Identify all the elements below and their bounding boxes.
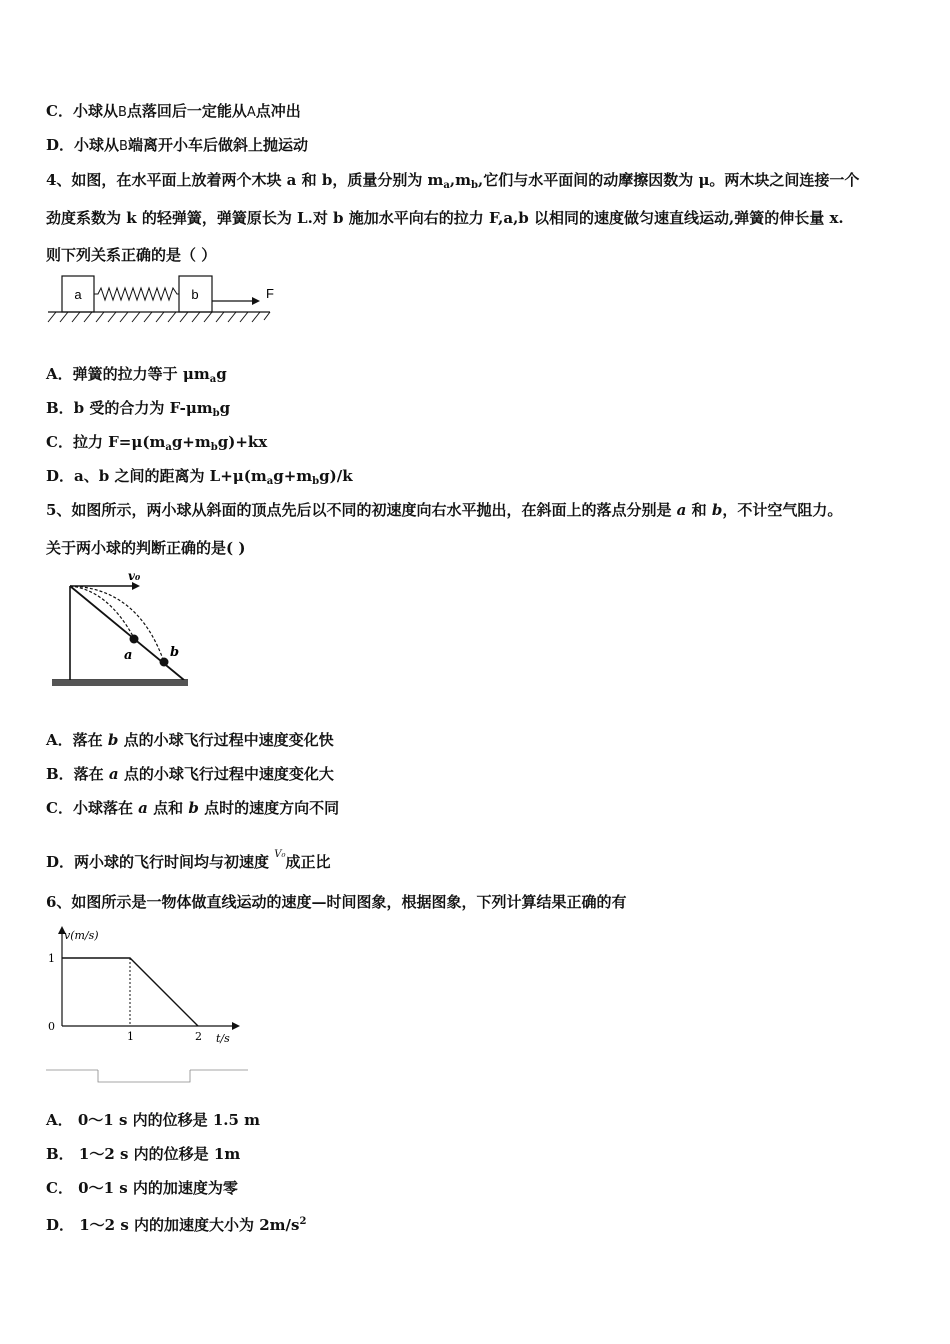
q3-option-c: C．小球从B点落回后一定能从A点冲出 <box>46 102 301 120</box>
block-a-label: a <box>74 287 82 302</box>
q5-option-c: C．小球落在 a 点和 b 点时的速度方向不同 <box>46 799 340 817</box>
q6-velocity-time-chart <box>40 924 252 1088</box>
ground-hatching <box>52 680 188 686</box>
ground-hatching <box>48 312 270 322</box>
q4-option-c: C．拉力 $F=\mu(m_ag+m_bg)+kx$ <box>46 433 268 453</box>
y-axis-label: v(m/s) <box>64 929 99 942</box>
q5-option-b: B．落在 a 点的小球飞行过程中速度变化大 <box>46 765 334 783</box>
q5-option-a: A．落在 b 点的小球飞行过程中速度变化快 <box>46 731 334 749</box>
q5-incline-figure <box>48 566 198 690</box>
q4-spring-blocks-figure <box>44 272 276 332</box>
q3-option-d: D．小球从B端离开小车后做斜上抛运动 <box>46 136 308 154</box>
x-axis-arrow <box>232 1022 240 1030</box>
x-tick-label: 2 <box>195 1030 202 1043</box>
landing-point-a <box>130 635 139 644</box>
q4-option-d: D．a、b 之间的距离为 $L+\mu(m_ag+m_bg)/k$ <box>46 467 353 487</box>
landing-point-b <box>160 658 169 667</box>
spring <box>94 288 179 300</box>
figure-border-notch <box>98 1070 190 1082</box>
q4-option-b: B．b 受的合力为 $F-\mu m_bg$ <box>46 399 231 419</box>
block-b-label: b <box>191 287 199 302</box>
q4-stem-line2: 劲度系数为 k 的轻弹簧，弹簧原长为 L.对 b 施加水平向右的拉力 F,a,b 以相同的速度做匀速直线运动,弹簧的伸长量 x. <box>46 209 844 227</box>
q6-option-a: A． 0～1 s 内的位移是 1.5 m <box>46 1111 261 1129</box>
v0-label: v₀ <box>128 569 141 583</box>
q5-option-d: D．两小球的飞行时间均与初速度 $^{V_0}$成正比 <box>46 849 331 871</box>
x-axis-label: t/s <box>216 1032 230 1045</box>
point-a-label: a <box>124 648 133 663</box>
incline-surface <box>70 586 184 680</box>
q4-stem-line3: 则下列关系正确的是（ ） <box>46 246 217 264</box>
q6-option-c: C． 0～1 s 内的加速度为零 <box>46 1179 238 1197</box>
q6-option-d: D． 1～2 s 内的加速度大小为 $2m/s^2$ <box>46 1216 307 1234</box>
q4-stem-line1: 4、如图，在水平面上放着两个木块 a 和 b，质量分别为 $m_a,m_b$,它们与水平面间的动摩擦因数为 μ。两木块之间连接一个 <box>46 171 860 191</box>
q5-stem-line1: 5、如图所示，两小球从斜面的顶点先后以不同的初速度向右水平抛出，在斜面上的落点分别是 a 和 b，不计空气阻力。 <box>46 501 843 519</box>
point-b-label: b <box>170 645 180 660</box>
q5-stem-line2: 关于两小球的判断正确的是( ) <box>46 539 246 557</box>
force-arrow-head <box>252 297 260 305</box>
v0-arrow-head <box>132 582 140 590</box>
x-tick-label: 1 <box>127 1030 134 1043</box>
q4-option-a: A．弹簧的拉力等于 $\mu m_ag$ <box>46 365 227 385</box>
q6-stem-line1: 6、如图所示是一物体做直线运动的速度—时间图象，根据图象，下列计算结果正确的有 <box>46 893 627 911</box>
force-label: F <box>266 286 274 301</box>
y-tick-label: 0 <box>48 1020 55 1033</box>
q6-option-b: B． 1～2 s 内的位移是 1m <box>46 1145 241 1163</box>
y-tick-label: 1 <box>48 952 55 965</box>
